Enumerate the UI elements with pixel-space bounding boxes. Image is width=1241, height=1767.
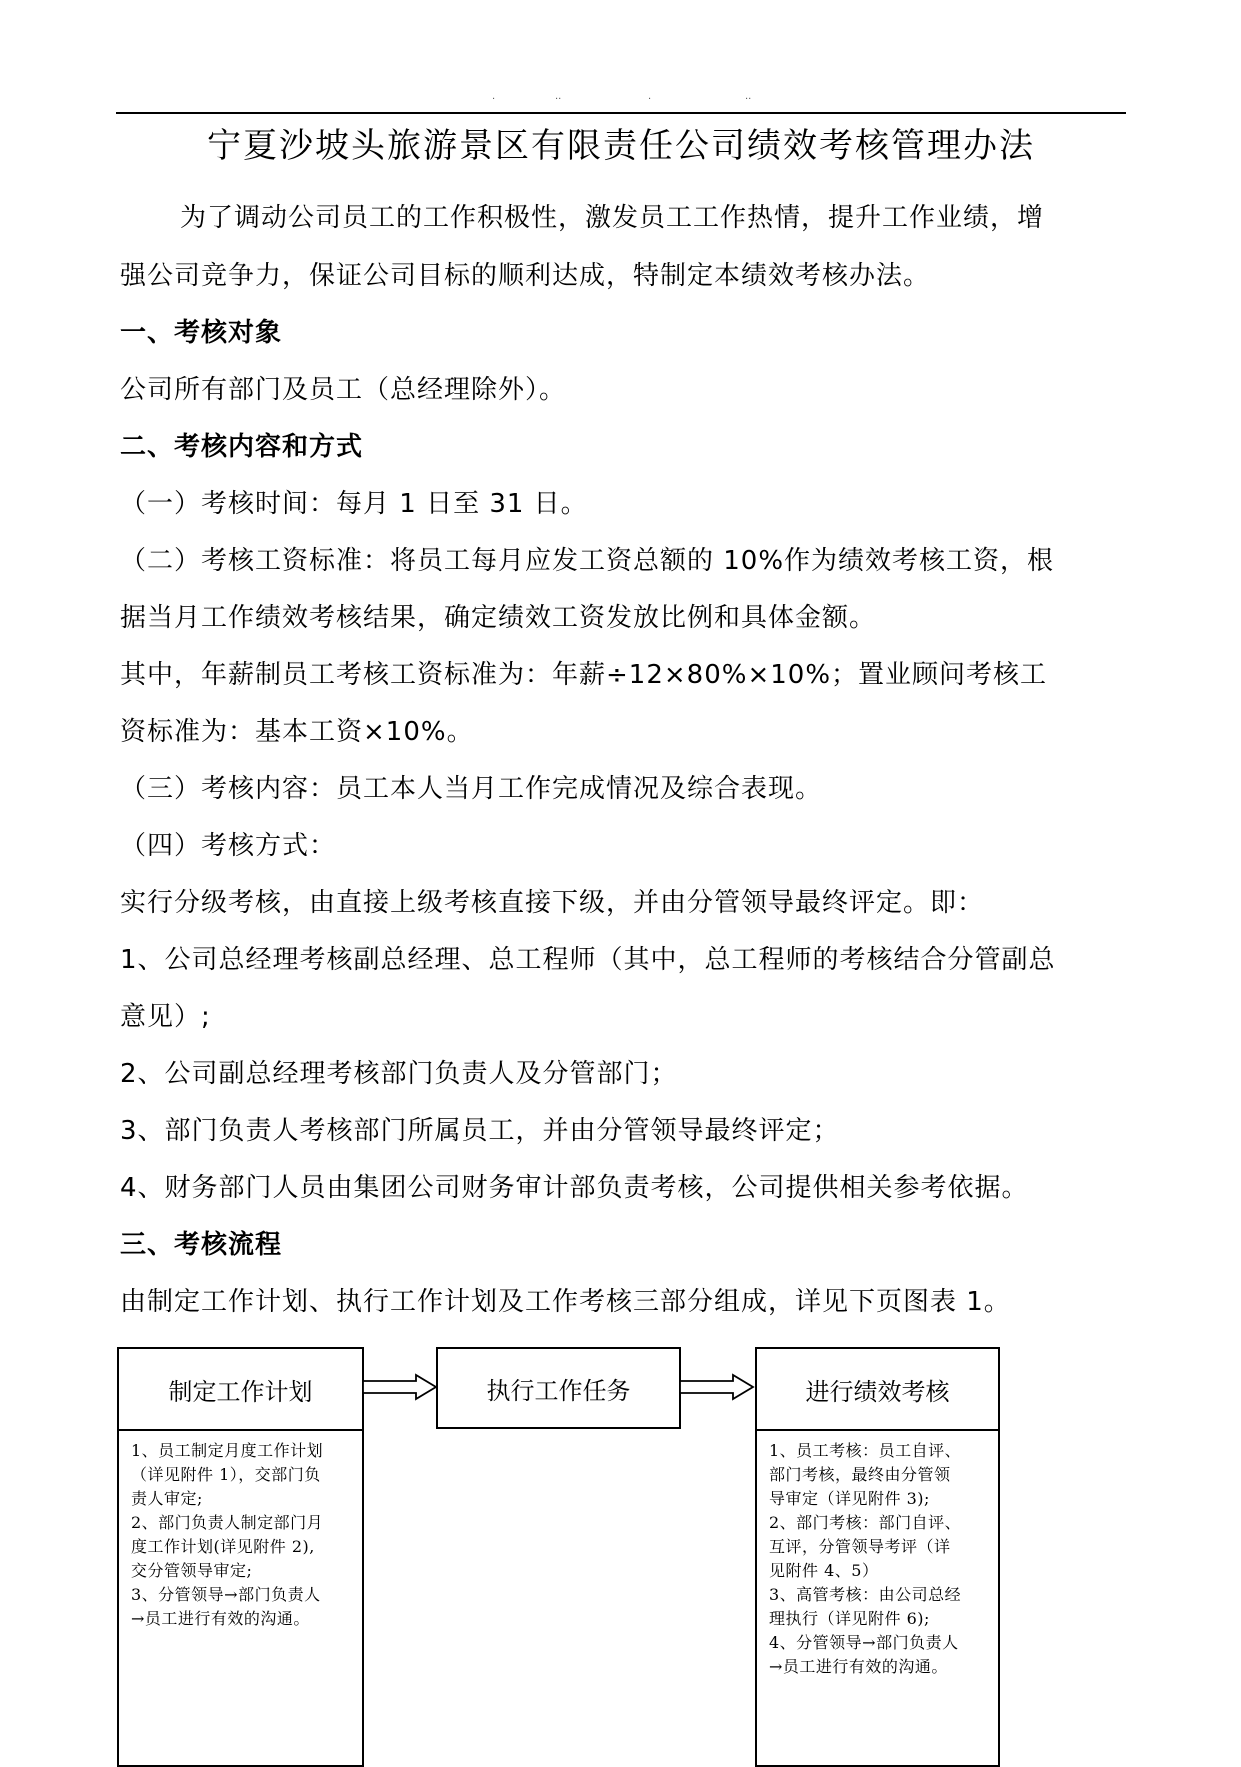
body-line: （三）考核内容：员工本人当月工作完成情况及综合表现。: [120, 774, 823, 804]
flow-box-line: 理执行（详见附件 6);: [769, 1609, 930, 1628]
section-heading: 一、考核对象: [120, 318, 283, 348]
flow-box-line: 导审定（详见附件 3);: [769, 1489, 930, 1508]
header-mark: .: [492, 91, 496, 102]
section-body: 由制定工作计划、执行工作计划及工作考核三部分组成，详见下页图表 1。: [120, 1287, 1011, 1317]
flow-box-title: 执行工作任务: [486, 1376, 631, 1405]
intro-line: 强公司竞争力，保证公司目标的顺利达成，特制定本绩效考核办法。: [120, 261, 931, 291]
body-line: （二）考核工资标准：将员工每月应发工资总额的 10%作为绩效考核工资，根: [120, 546, 1055, 576]
flow-box-line: →员工进行有效的沟通。: [769, 1657, 948, 1676]
body-line: 资标准为：基本工资×10%。: [120, 717, 474, 747]
body-line: 4、财务部门人员由集团公司财务审计部负责考核，公司提供相关参考依据。: [120, 1173, 1029, 1203]
flow-box-line: 2、部门负责人制定部门月: [131, 1513, 324, 1532]
body-line: 据当月工作绩效考核结果，确定绩效工资发放比例和具体金额。: [120, 603, 877, 633]
body-line: 2、公司副总经理考核部门负责人及分管部门；: [120, 1059, 678, 1089]
flow-box-title: 进行绩效考核: [805, 1377, 950, 1406]
body-line: （四）考核方式：: [120, 831, 337, 861]
flow-arrow-icon: [362, 1373, 438, 1401]
flow-box-line: 见附件 4、5）: [769, 1561, 879, 1580]
flow-box-line: 4、分管领导→部门负责人: [769, 1633, 959, 1652]
flow-box-line: 3、分管领导→部门负责人: [131, 1585, 321, 1604]
flow-box-body: [119, 1431, 362, 1631]
intro-line: 为了调动公司员工的工作积极性，激发员工工作热情，提升工作业绩，增: [180, 203, 1045, 233]
flow-box-line: 3、高管考核：由公司总经: [769, 1585, 962, 1604]
flow-box-line: 责人审定;: [131, 1489, 203, 1508]
body-line: 意见）;: [120, 1002, 211, 1032]
flow-box-line: 度工作计划(详见附件 2),: [131, 1537, 315, 1556]
flow-box-line: 1、员工考核：员工自评、: [769, 1441, 962, 1460]
header-rule: [116, 112, 1126, 114]
flow-box-line: 1、员工制定月度工作计划: [131, 1441, 324, 1460]
section-body: 公司所有部门及员工（总经理除外）。: [120, 375, 567, 405]
flow-box-line: 互评，分管领导考评（详: [769, 1537, 951, 1556]
body-line: 1、公司总经理考核副总经理、总工程师（其中，总工程师的考核结合分管副总: [120, 945, 1056, 975]
flow-arrow-icon: [679, 1373, 755, 1401]
flow-box-line: 部门考核，最终由分管领: [769, 1465, 951, 1484]
document-title: 宁夏沙坡头旅游景区有限责任公司绩效考核管理办法: [207, 126, 1035, 166]
page-header-marks: [0, 92, 1241, 106]
header-mark: .: [648, 91, 652, 102]
flow-box-line: 2、部门考核：部门自评、: [769, 1513, 962, 1532]
flow-box-title: 制定工作计划: [168, 1377, 313, 1406]
flow-box-plan: [117, 1347, 364, 1767]
body-line: 实行分级考核，由直接上级考核直接下级，并由分管领导最终评定。即：: [120, 888, 985, 918]
header-mark: ..: [745, 91, 752, 102]
section-heading: 三、考核流程: [120, 1230, 283, 1260]
flow-box-body: [757, 1431, 998, 1679]
flow-box-execute: [436, 1347, 681, 1429]
flow-box-line: （详见附件 1），交部门负: [131, 1465, 321, 1484]
body-line: 3、部门负责人考核部门所属员工，并由分管领导最终评定；: [120, 1116, 840, 1146]
body-line: 其中，年薪制员工考核工资标准为：年薪÷12×80%×10%；置业顾问考核工: [120, 660, 1048, 690]
body-line: （一）考核时间：每月 1 日至 31 日。: [120, 489, 588, 519]
flow-box-evaluate: [755, 1347, 1000, 1767]
flow-box-line: 交分管领导审定;: [131, 1561, 253, 1580]
section-heading: 二、考核内容和方式: [120, 432, 364, 462]
header-mark: ..: [555, 91, 562, 102]
flow-box-line: →员工进行有效的沟通。: [131, 1609, 310, 1628]
